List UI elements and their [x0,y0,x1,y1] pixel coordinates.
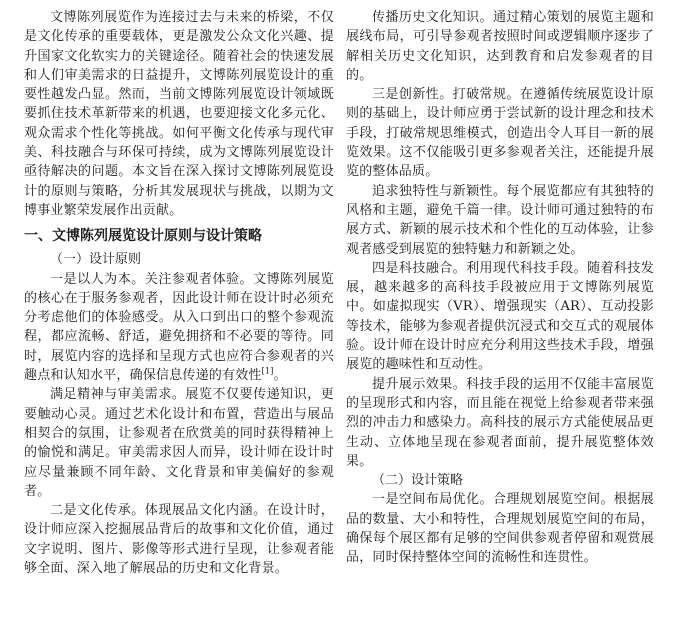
subsection-heading-strategies: （二）设计策略 [372,473,464,489]
left-column [24,8,334,578]
history-knowledge-paragraph: 传播历史文化知识。通过精心策划的展览主题和展线布局，可引导参观者按照时间或逻辑顺序逐步了解相关历史文化知识，达到教育和启发参观者的目的。 [346,10,654,83]
uniqueness-paragraph: 追求独特性与新颖性。每个展览都应有其独特的风格和主题，避免千篇一律。设计师可通过独特的布展方式、新颖的展示技术和个性化的互动体验，让参观者感受到展览的独特魅力和新颖之处。 [346,183,654,257]
principle-3-paragraph: 三是创新性。打破常规。在遵循传统展览设计原则的基础上，设计师应勇于尝试新的设计理念和技术手段，打破常规思维模式，创造出令人耳目一新的展览效果。这不仅能吸引更多参观者关注，还能提升展览的整体品质。 [346,87,654,180]
principle-2-paragraph: 二是文化传承。体现展品文化内涵。在设计时，设计师应深入挖掘展品背后的故事和文化价值，通过文字说明、图片、影像等形式进行呈现，让参观者能够全面、深入地了解展品的历史和文化背景。 [24,503,334,577]
intro-paragraph: 文博陈列展览作为连接过去与未来的桥梁，不仅是文化传承的重要载体，更是激发公众文化兴趣、提升国家文化软实力的关键途径。随着社会的快速发展和人们审美需求的日益提升，文博陈列展览设计的重要性越发凸显。然而，当前文博陈列展览设计领域既要抓住技术革新带来的机遇，也要迎接文化多元化、观众需求个性化等挑战。如何平衡文化传承与现代审美、科技融合与环保可持续，成为文博陈列展览设计亟待解决的问题。本文旨在深入探讨文博陈列展览设计的原则与策略，分析其发展现状与挑战，以期为文博事业繁荣发展作出贡献。 [24,10,334,218]
aesthetic-needs-paragraph: 满足精神与审美需求。展览不仅要传递知识，更要触动心灵。通过艺术化设计和布置，营造出与展品相契合的氛围，让参观者在欣赏美的同时获得精神上的愉悦和满足。审美需求因人而异，设计师在设计时应尽量兼顾不同年龄、文化背景和审美偏好的参观者。 [24,387,334,499]
section-heading: 一、文博陈列展览设计原则与设计策略 [24,228,262,245]
citation-ref[interactable]: [1] [261,366,274,376]
right-column [346,8,654,568]
display-effect-paragraph: 提升展示效果。科技手段的运用不仅能丰富展览的呈现形式和内容，而且能在视觉上给参观者带来强烈的冲击力和感染力。高科技的展示方式能使展品更生动、立体地呈现在参观者面前，提升展览整体效果。 [346,376,654,469]
principle-4-paragraph: 四是科技融合。利用现代科技手段。随着科技发展，越来越多的高科技手段被应用于文博陈列展览中。如虚拟现实（VR）、增强现实（AR）、互动投影等技术，能够为参观者提供沉浸式和交互式的观展体验。设计师在设计时应充分利用这些技术手段，增强展览的趣味性和互动性。 [346,260,654,373]
principle-1-paragraph [24,270,334,386]
strategy-1-paragraph: 一是空间布局优化。合理规划展览空间。根据展品的数量、大小和特性，合理规划展览空间的布局，确保每个展区都有足够的空间供参观者停留和观赏展品，同时保持整体空间的流畅性和连贯性。 [346,492,654,566]
principle-1-end: 。 [273,368,287,384]
principle-1-text: 一是以人为本。关注参观者体验。文博陈列展览的核心在于服务参观者，因此设计师在设计时必须充分考虑他们的体验感受。从入口到出口的整个参观流程，都应流畅、舒适，避免拥挤和不必要的等待。同时，展览内容的选择和呈现方式也应符合参观者的兴趣点和认知水平，确保信息传递的有效性 [24,271,334,384]
subsection-heading-principles: （一）设计原则 [50,252,142,268]
